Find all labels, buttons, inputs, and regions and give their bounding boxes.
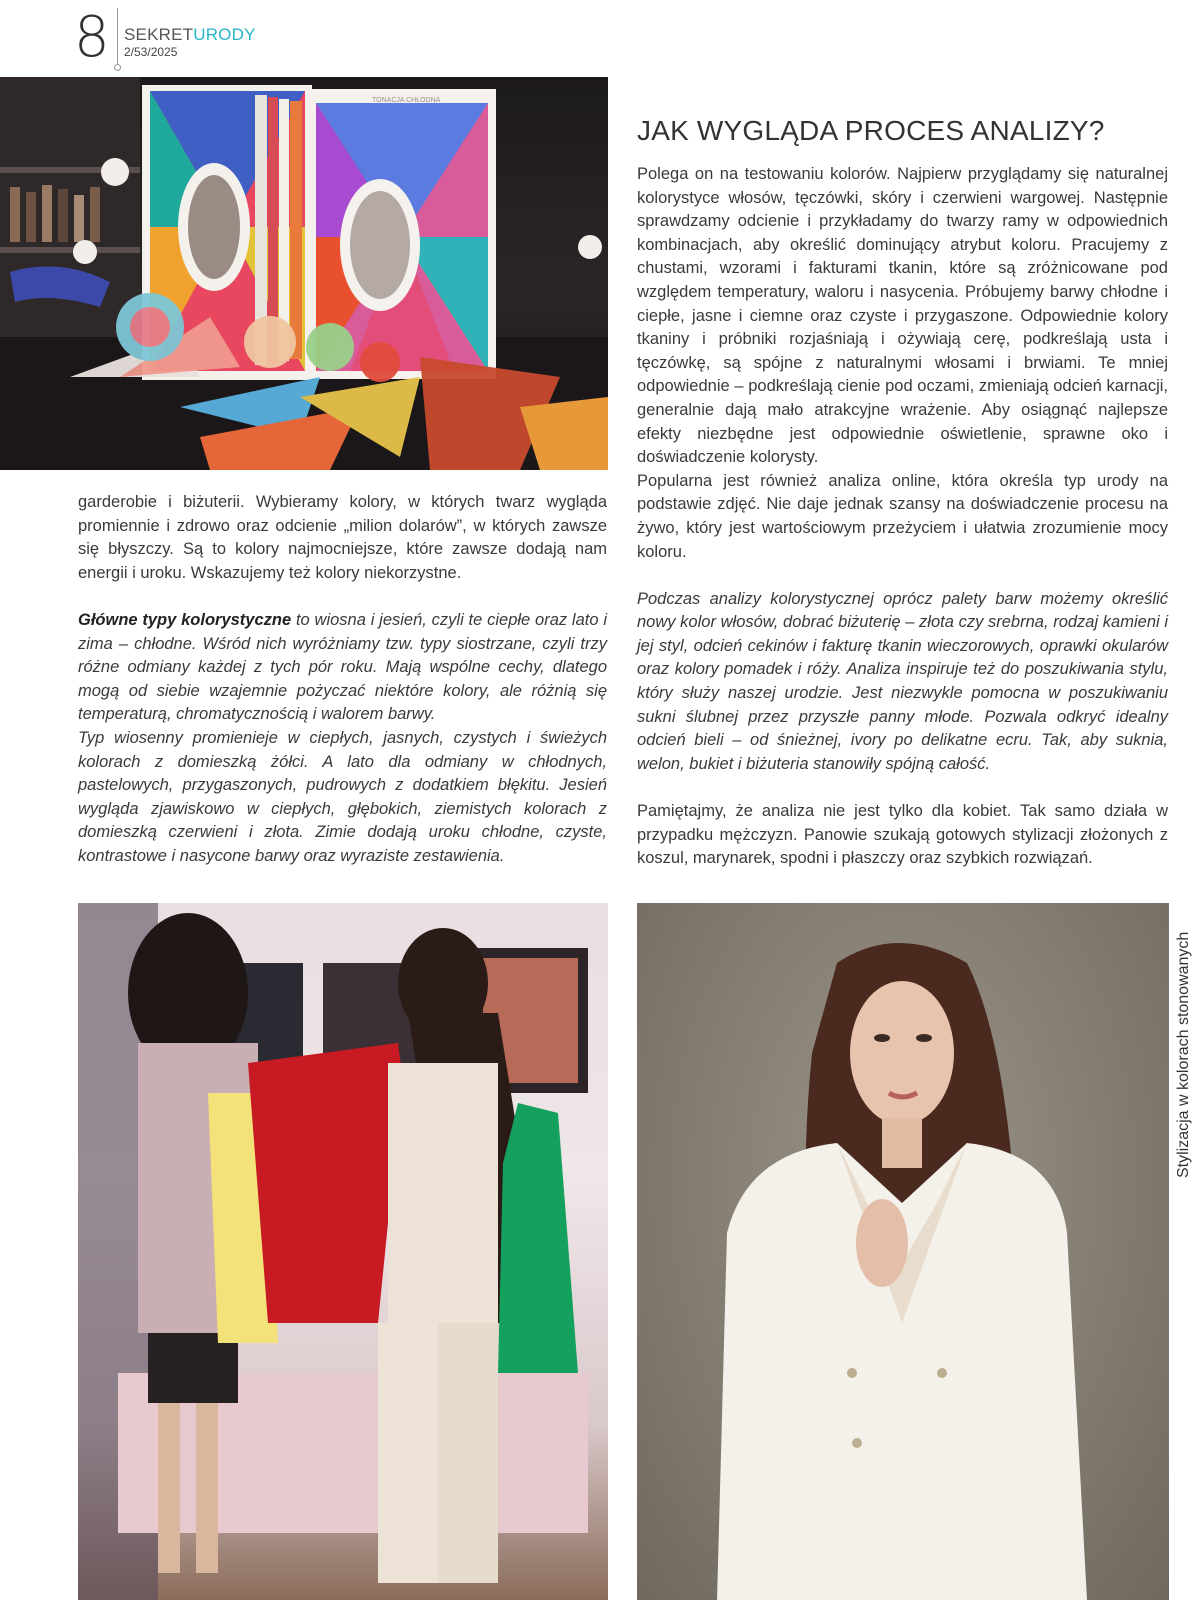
magazine-name-part2: URODY [193,25,256,44]
photo-color-analysis-tools [0,77,608,470]
right-paragraph-3: Podczas analizy kolorystycznej oprócz palety barw możemy określić nowy kolor włosów, dobrać biżuterię – złota czy srebrna, rodzaj kamieni i jej styl, odcień cekinów i fakturę tkanin wieczorowych, oprawki okularów oraz kolory pomadek i róży. Analiza inspiruje też do poszukiwania stylu, który służy naszej urodzie. Jest niezwykle pomocna w poszukiwaniu sukni ślubnej przez przyszłe panny młode. Pozwala odkryć idealny odcień bieli – od śnieżnej, ivory po delikatne ecru. Tak, aby suknia, welon, bukiet i biżuteria stanowiły spójną całość. [637,589,1168,773]
photo-model-white-suit [637,903,1169,1600]
right-paragraph-2: Popularna jest również analiza online, która określa typ urody na podstawie zdjęć. Nie daje jednak szansy na doświadczenie procesu na żywo, który jest wartościowym przeżyciem i ułatwia zrozumienie mocy koloru. [637,471,1168,561]
left-paragraph-1: garderobie i biżuterii. Wybieramy kolory, w których twarz wygląda promiennie i zdrowo oraz odcienie „milion dolarów”, w których zawsze się błyszczy. Są to kolory najmocniejsze, które zawsze dodają nam energii i uroku. Wskazujemy też kolory niekorzystne. [78,493,607,582]
page-number: 8 [74,5,108,70]
right-paragraph-1: Polega on na testowaniu kolorów. Najpierw przyglądamy się naturalnej kolorystyce włosów, tęczówki, skóry i czerwieni wargowej. Następnie sprawdzamy odcienie i przykładamy do twarzy ramy w odpowiednich kombinacjach, aby określić dominujący atrybut koloru. Pracujemy z chustami, wzorami i fakturami tkanin, które są zróżnicowane pod względem temperatury, waloru i nasycenia. Próbujemy barwy chłodne i ciepłe, jasne i ciemne oraz czyste i przygaszone. Odpowiednie kolory tkaniny i próbniki rozjaśniają i ożywiają cerę, podkreślają usta i tęczówkę, są spójne z naturalnymi włosami i brwiami. Te mniej odpowiednie – podkreślają cienie pod oczami, zmieniają odcień karnacji, generalnie dają mało atrakcyjne wrażenie. Aby osiągnąć najlepsze efekty niezbędne jest odpowiednie oświetlenie, sprawne oko i doświadczenie kolorysty. [637,165,1168,467]
article-left-column [78,491,607,869]
header-divider-dot [114,64,121,71]
section-title: JAK WYGLĄDA PROCES ANALIZY? [637,115,1105,146]
left-paragraph-2 [78,609,607,727]
article-right-column [637,163,1168,871]
photo-clothing-consultation [78,903,608,1600]
photo-caption-text: Stylizacja w kolorach stonowanych [1175,931,1192,1178]
color-types-heading: Główne typy kolorystyczne [78,610,292,629]
header-divider [117,8,118,64]
issue-number: 2/53/2025 [124,45,178,59]
drape-label: TONACJA CHŁODNA [372,97,441,104]
magazine-name-part1: SEKRET [124,25,194,44]
color-types-text: to wiosna i jesień, czyli te ciepłe oraz lato i zima – chłodne. Wśród nich wyróżniamy tzw. typy siostrzane, czyli trzy różne odmiany każdej z tych pór roku. Mają wspólne cechy, dlatego mogą od siebie wzajemnie pożyczać niektóre kolory, ale różnią się temperaturą, chromatycznością i walorem barwy. [78,610,607,724]
model-illustration [637,903,1169,1600]
left-paragraph-3: Typ wiosenny promienieje w ciepłych, jasnych, czystych i świeżych kolorach z domieszką żółci. A lato dla odmiany w chłodnych, pastelowych, przygaszonych, pudrowych z dodatkiem błękitu. Jesień wygląda zjawiskowo w ciepłych, głębokich, ziemistych kolorach z domieszką czerwieni i złota. Zimie dodają uroku chłodne, czyste, kontrastowe i nasycone barwy oraz wyraziste zestawienia. [78,728,607,865]
right-paragraph-4: Pamiętajmy, że analiza nie jest tylko dla kobiet. Tak samo działa w przypadku mężczyzn. Panowie szukają gotowych stylizacji złożonych z koszul, marynarek, spodni i płaszczy oraz szybkich rozwiązań. [637,802,1168,868]
magazine-name [124,25,256,45]
color-tools-illustration [0,77,608,470]
photo-caption [1173,903,1193,1183]
consultation-illustration [78,903,608,1600]
